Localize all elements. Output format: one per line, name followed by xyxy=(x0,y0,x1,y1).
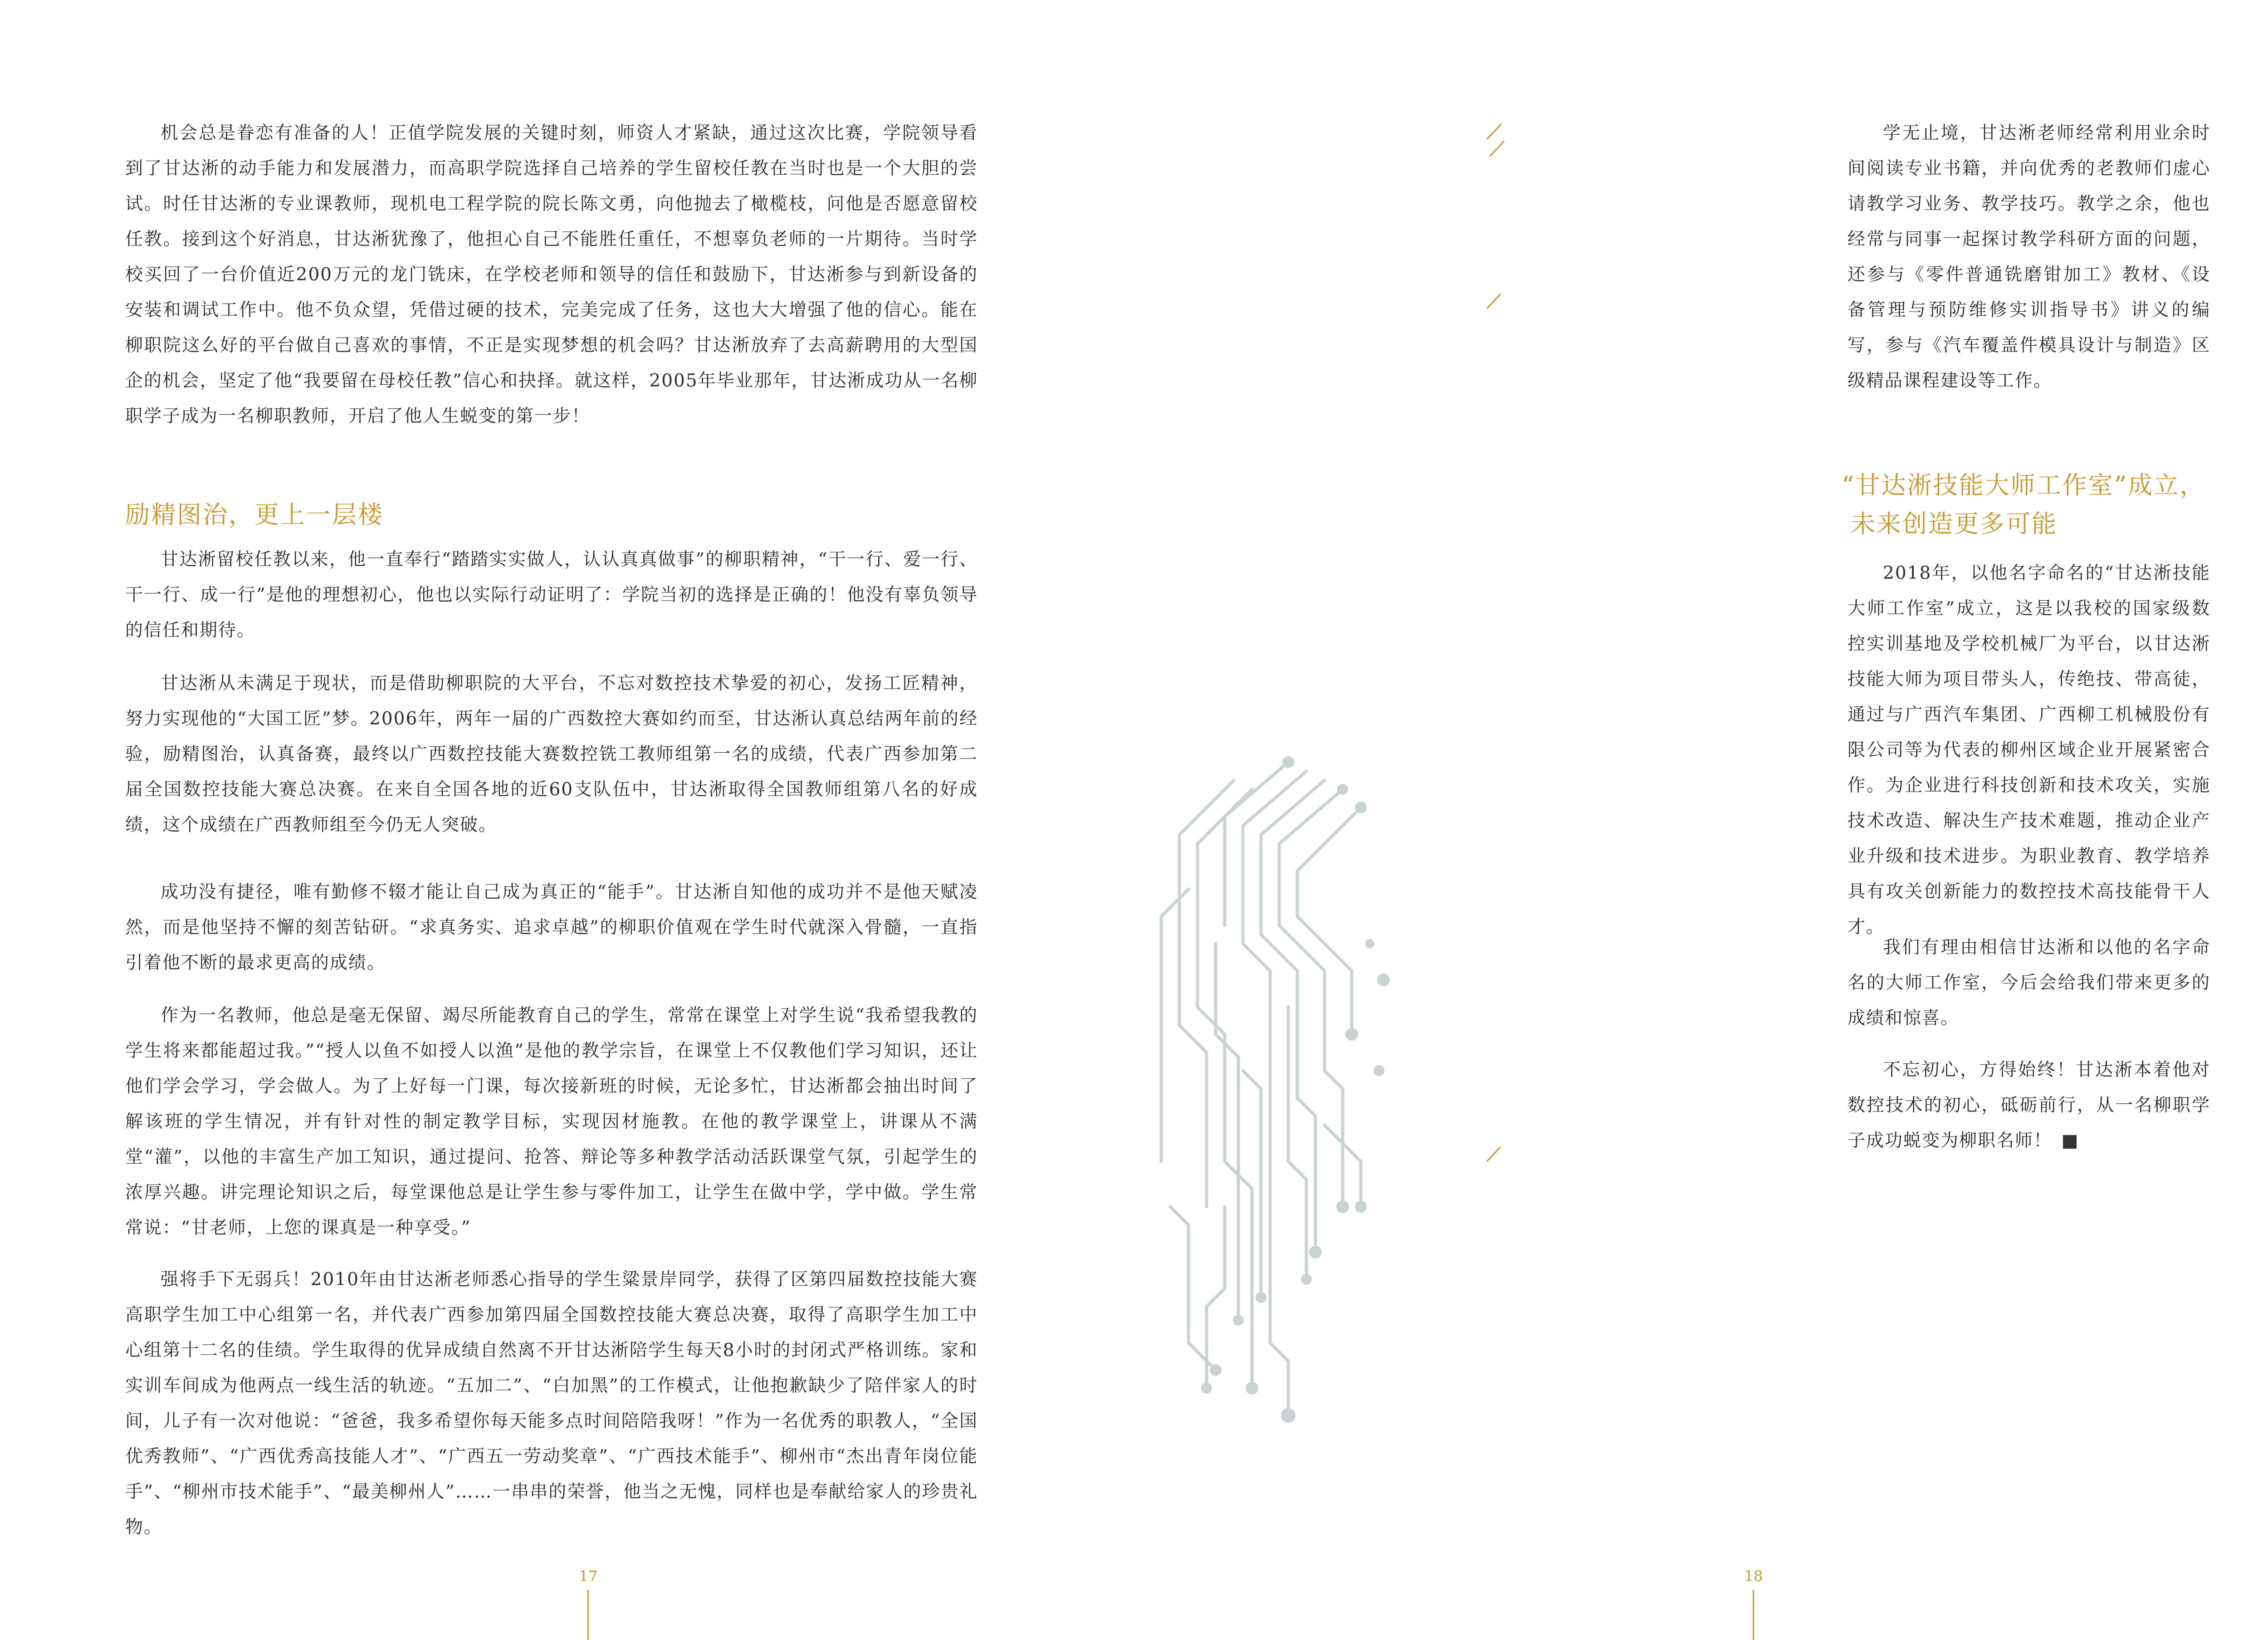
body-paragraph: 我们有理由相信甘达淅和以他的名字命名的大师工作室，今后会给我们带来更多的成绩和惊喜。 xyxy=(1848,937,2210,1028)
body-paragraph: 成功没有捷径，唯有勤修不辍才能让自己成为真正的“能手”。甘达淅自知他的成功并不是他天赋凌然，而是他坚持不懈的刻苦钻研。“求真务实、追求卓越”的柳职价值观在学生时代就深入骨髓，一直指引着他不断的最求更高的成绩。 xyxy=(125,882,978,973)
page-number: 17 xyxy=(579,1567,598,1585)
slash-accent xyxy=(1484,1143,1507,1166)
page-number-rule xyxy=(587,1590,589,1640)
page-number-rule xyxy=(1753,1590,1754,1640)
circuit-board-graphic xyxy=(1152,753,1406,1434)
section-heading-line-2: 未来创造更多可能 xyxy=(1851,509,2058,538)
body-paragraph: 甘达淅从未满足于现状，而是借助柳职院的大平台，不忘对数控技术挚爱的初心，发扬工匠精神，努力实现他的“大国工匠”梦。2006年，两年一届的广西数控大赛如约而至，甘达淅认真总结两年前的经验，励精图治，认真备赛，最终以广西数控技能大赛数控铣工教师组第一名的成绩，代表广西参加第二届全国数控技能大赛总决赛。在来自全国各地的近60支队伍中，甘达淅取得全国教师组第八名的好成绩，这个成绩在广西教师组至今仍无人突破。 xyxy=(125,673,978,835)
body-paragraph: 2018年，以他名字命名的“甘达淅技能大师工作室”成立，这是以我校的国家级数控实训基地及学校机械厂为平台，以甘达淅技能大师为项目带头人，传绝技、带高徒，通过与广西汽车集团、广西柳工机械股份有限公司等为代表的柳州区域企业开展紧密合作。为企业进行科技创新和技术攻关，实施技术改造、解决生产技术难题，推动企业产业升级和技术进步。为职业教育、教学培养具有攻关创新能力的数控技术高技能骨干人才。 xyxy=(1848,563,2210,937)
closing-text: 不忘初心，方得始终！甘达淅本着他对数控技术的初心，砥砺前行，从一名柳职学子成功蜕变为柳职名师！ xyxy=(1848,1060,2210,1151)
body-paragraph: 强将手下无弱兵！2010年由甘达淅老师悉心指导的学生粱景岸同学，获得了区第四届数控技能大赛高职学生加工中心组第一名，并代表广西参加第四届全国数控技能大赛总决赛，取得了高职学生加工中心组第十二名的佳绩。学生取得的优异成绩自然离不开甘达淅陪学生每天8小时的封闭式严格训练。家和实训车间成为他两点一线生活的轨迹。“五加二”、“白加黑”的工作模式，让他抱歉缺少了陪伴家人的时间，儿子有一次对他说：“爸爸，我多希望你每天能多点时间陪陪我呀！”作为一名优秀的职教人，“全国优秀教师”、“广西优秀高技能人才”、“广西五一劳动奖章”、“广西技术能手”、柳州市“杰出青年岗位能手”、“柳州市技术能手”、“最美柳州人”……一串串的荣誉，他当之无愧，同样也是奉献给家人的珍贵礼物。 xyxy=(125,1269,978,1537)
slash-accent xyxy=(1483,120,1510,161)
body-paragraph: 甘达淅留校任教以来，他一直奉行“踏踏实实做人，认认真真做事”的柳职精神，“干一行、爱一行、干一行、成一行”是他的理想初心，他也以实际行动证明了：学院当初的选择是正确的！他没有辜负领导的信任和期待。 xyxy=(125,549,978,641)
page-number: 18 xyxy=(1744,1567,1763,1585)
body-paragraph-closing xyxy=(1848,1053,2210,1159)
body-paragraph: 机会总是眷恋有准备的人！正值学院发展的关键时刻，师资人才紧缺，通过这次比赛，学院领导看到了甘达淅的动手能力和发展潜力，而高职学院选择自己培养的学生留校任教在当时也是一个大胆的尝试。时任甘达淅的专业课教师，现机电工程学院的院长陈文勇，向他抛去了橄榄枝，问他是否愿意留校任教。接到这个好消息，甘达淅犹豫了，他担心自己不能胜任重任，不想辜负老师的一片期待。当时学校买回了一台价值近200万元的龙门铣床，在学校老师和领导的信任和鼓励下，甘达淅参与到新设备的安装和调试工作中。他不负众望，凭借过硬的技术，完美完成了任务，这也大大增强了他的信心。能在柳职院这么好的平台做自己喜欢的事情，不正是实现梦想的机会吗？甘达淅放弃了去高薪聘用的大型国企的机会，坚定了他“我要留在母校任教”信心和抉择。就这样，2005年毕业那年，甘达淅成功从一名柳职学子成为一名柳职教师，开启了他人生蜕变的第一步！ xyxy=(125,123,978,426)
section-heading: 励精图治，更上一层楼 xyxy=(125,500,384,529)
body-paragraph: 学无止境，甘达淅老师经常利用业余时间阅读专业书籍，并向优秀的老教师们虚心请教学习业务、教学技巧。教学之余，他也经常与同事一起探讨教学科研方面的问题，还参与《零件普通铣磨钳加工》教材、《设备管理与预防维修实训指导书》讲义的编写，参与《汽车覆盖件模具设计与制造》区级精品课程建设等工作。 xyxy=(1848,123,2210,391)
section-heading-line-1: “甘达淅技能大师工作室”成立， xyxy=(1842,471,2206,499)
body-paragraph: 作为一名教师，他总是毫无保留、竭尽所能教育自己的学生，常常在课堂上对学生说“我希望我教的学生将来都能超过我。”“授人以鱼不如授人以渔”是他的教学宗旨，在课堂上不仅教他们学习知识，还让他们学会学习，学会做人。为了上好每一门课，每次接新班的时候，无论多忙，甘达淅都会抽出时间了解该班的学生情况，并有针对性的制定教学目标，实现因材施教。在他的教学课堂上，讲课从不满堂“灌”，以他的丰富生产加工知识，通过提问、抢答、辩论等多种教学活动活跃课堂气氛，引起学生的浓厚兴趣。讲完理论知识之后，每堂课他总是让学生参与零件加工，让学生在做中学，学中做。学生常常说：“甘老师，上您的课真是一种享受。” xyxy=(125,1005,978,1238)
end-square-mark xyxy=(2063,1135,2077,1149)
slash-accent xyxy=(1484,290,1507,313)
